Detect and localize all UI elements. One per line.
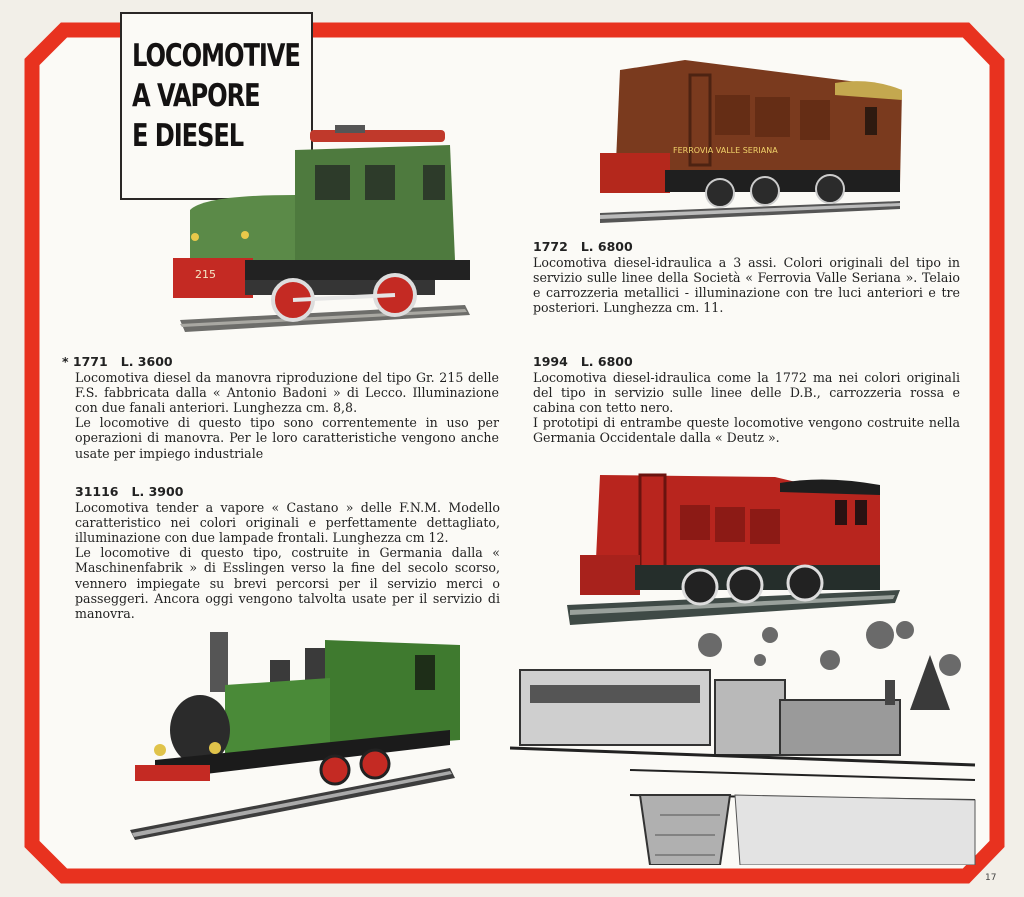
page-number: 17 [985,873,997,883]
item-1994-head: 1994 L. 6800 [533,354,633,369]
train-on-bridge-illustration [510,620,980,865]
item-1771 [62,354,499,461]
red-diesel-locomotive-illustration [565,465,905,630]
item-1771-text-2: Le locomotive di questo tipo sono correntemente in uso per operazioni di manovra. Per le loro caratteristiche vengono anche usate per impiego industriale [75,415,499,461]
green-diesel-locomotive-illustration [165,125,475,345]
item-1771-text-1: Locomotiva diesel da manovra riproduzione del tipo Gr. 215 delle F.S. fabbricata dalla « Antonio Badoni » di Lecco. Illuminazione con due fanali anteriori. Lunghezza cm. 8,8. [75,370,499,416]
green-steam-locomotive-illustration [130,630,465,845]
item-1772-head: 1772 L. 6800 [533,239,633,254]
item-31116-text-1: Locomotiva tender a vapore « Castano » delle F.N.M. Modello caratteristico nei colori originali e perfettamente dettagliato, illuminazione con due lampade frontali. Lunghezza cm 12. [75,500,500,546]
item-1771-head: * 1771 L. 3600 [62,354,173,369]
title-line-1: LOCOMOTIVE [132,38,300,74]
green-loco-number: 215 [195,268,216,281]
item-1772-text-1: Locomotiva diesel-idraulica a 3 assi. Colori originali del tipo in servizio sulle linee della Società « Ferrovia Valle Seriana ». Telaio e carrozzeria metallici - illuminazione con tre luci anteriori e tre posteriori. Lunghezza cm. 11. [533,255,960,316]
title-line-2: A VAPORE [132,78,260,114]
item-31116-text-2: Le locomotive di questo tipo, costruite in Germania dalla « Maschinenfabrik » di Esslingen verso la fine del secolo scorso, vennero impiegate su brevi percorsi per il servizio merci o passeggeri. Ancora oggi vengono talvolta usate per il servizio di manovra. [75,545,500,621]
item-1994-text-1: Locomotiva diesel-idraulica come la 1772 ma nei colori originali del tipo in servizio sulle linee delle D.B., carrozzeria rossa e cabina con tetto nero. [533,370,960,416]
item-1994-text-2: I prototipi di entrambe queste locomotive vengono costruite nella Germania Occidentale dalla « Deutz ». [533,415,960,446]
item-31116-head: 31116 L. 3900 [75,484,184,499]
item-1772 [533,239,960,315]
title-line-3: E DIESEL [132,118,244,154]
brown-loco-lettering: FERROVIA VALLE SERIANA [673,146,778,155]
brown-diesel-locomotive-illustration [595,55,910,225]
item-1994 [533,354,960,446]
item-31116 [75,484,500,621]
